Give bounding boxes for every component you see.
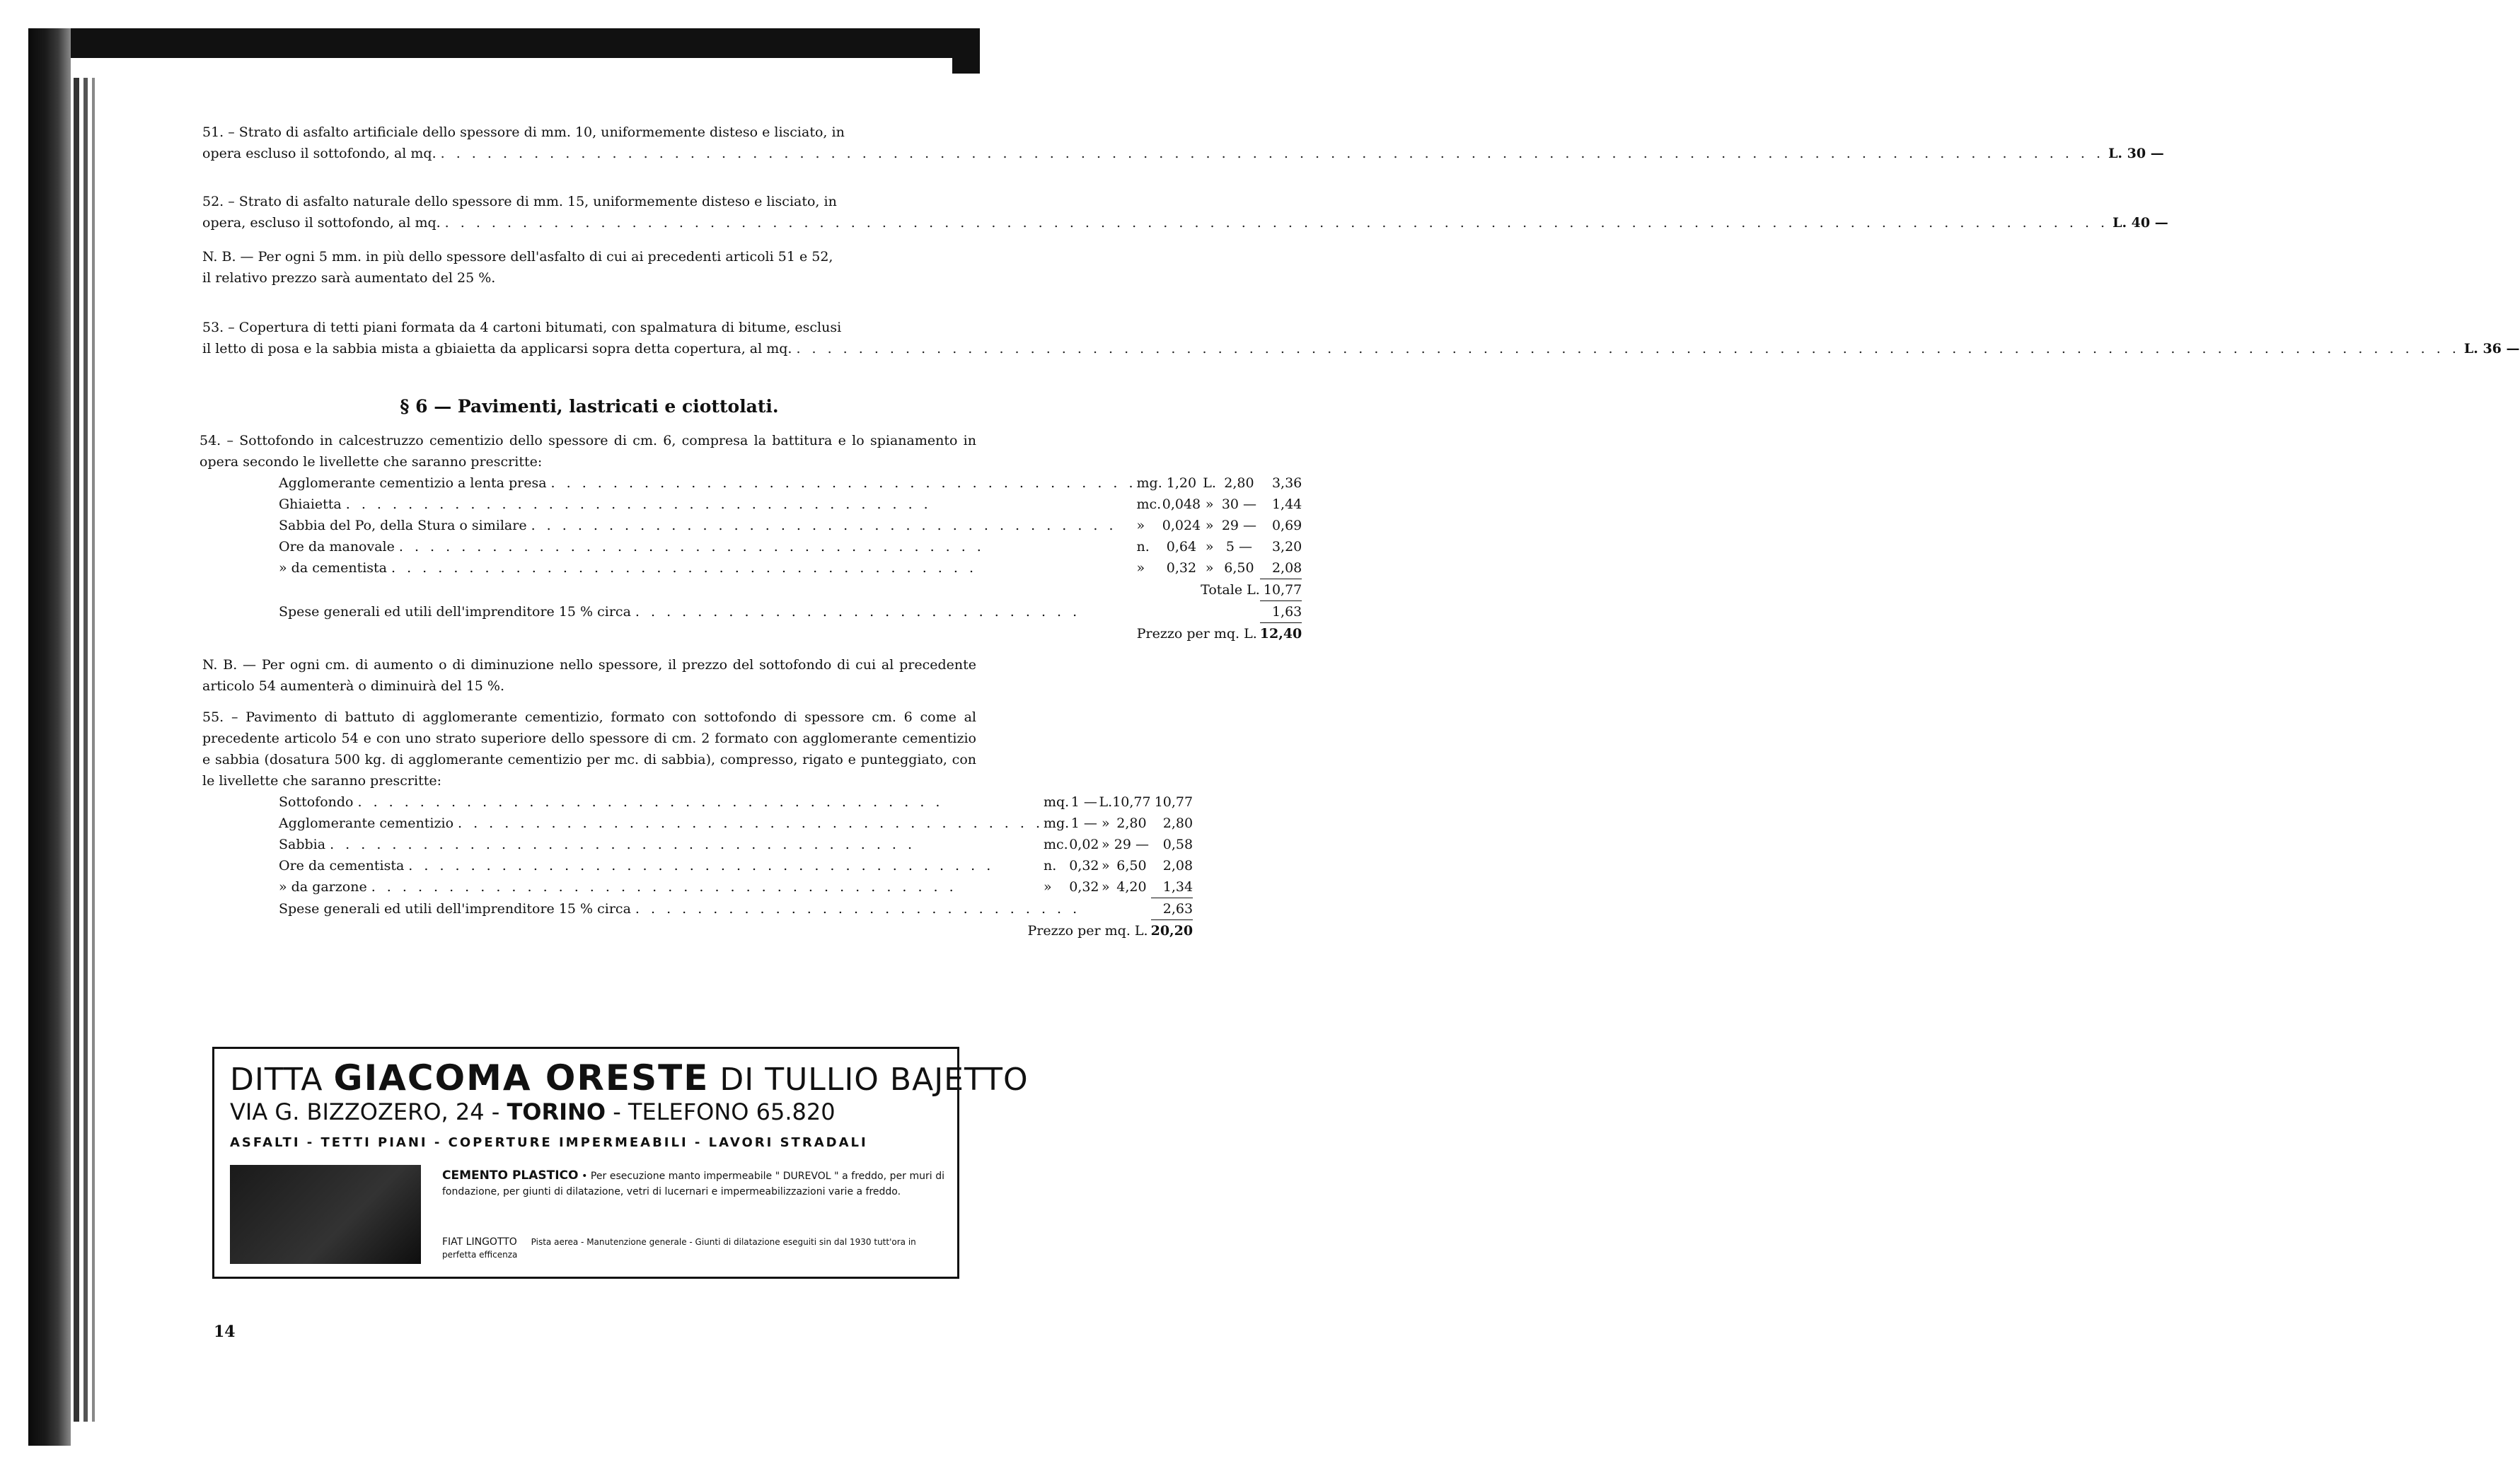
ad-product-text	[442, 1168, 944, 1200]
dot-leader	[408, 855, 1044, 876]
row-unit: n.	[1043, 858, 1057, 874]
dot-leader	[531, 515, 1137, 536]
dot-leader: . . . . . . . . . . . . . . . . . . . . . . . . . . . . .	[635, 901, 1081, 917]
dot-leader	[445, 212, 2108, 233]
page-number: 14	[214, 1323, 236, 1341]
row-amount: 10,77	[1154, 794, 1193, 810]
row-currency: »	[1205, 518, 1214, 533]
article-53	[202, 317, 2520, 359]
row-unit: »	[1136, 560, 1145, 576]
row-amount: 1,34	[1151, 876, 1193, 898]
advertisement-box	[212, 1047, 1029, 1279]
article-price: L. 40 —	[2112, 215, 2168, 231]
ad-photo	[230, 1165, 421, 1264]
article-52	[202, 191, 2168, 233]
ad-owner: DI TULLIO BAJETTO	[719, 1062, 1029, 1098]
article-text: 51. – Strato di asfalto artificiale dello spessore di mm. 10, uniformemente disteso e lisciato, in	[202, 124, 845, 140]
row-qty: 0,32	[1069, 879, 1099, 895]
dot-leader	[371, 876, 1044, 898]
row-price: 6,50	[1116, 858, 1147, 874]
ad-reference-name: FIAT LINGOTTO	[442, 1236, 517, 1248]
row-qty: 0,024	[1162, 518, 1201, 533]
row-desc: » da cementista	[279, 560, 388, 576]
article-51	[202, 122, 2164, 164]
row-unit: mg.	[1043, 816, 1070, 831]
row-qty: 0,048	[1162, 497, 1201, 512]
row-unit: mq.	[1043, 794, 1070, 810]
row-amount: 1,44	[1271, 497, 1302, 512]
row-currency: »	[1205, 560, 1214, 576]
cost-row	[279, 536, 1302, 557]
row-desc: Agglomerante cementizio	[279, 816, 454, 831]
section-title: § 6 — Pavimenti, lastricati e ciottolati.	[400, 396, 779, 417]
row-desc: Sottofondo	[279, 794, 354, 810]
article-text-last: il letto di posa e la sabbia mista a gbiaietta da applicarsi sopra detta copertura, al mq.	[202, 341, 792, 356]
scan-edge-stripe	[83, 78, 88, 1422]
article-text: 52. – Strato di asfalto naturale dello spessore di mm. 15, uniformemente disteso e lisciato, in	[202, 194, 837, 209]
note-text: N. B. — Per ogni cm. di aumento o di diminuzione nello spessore, il prezzo del sottofondo di cui al precedente articolo 54 aumenterà o diminuirà del 15 %.	[202, 657, 976, 694]
cost-row	[279, 813, 1193, 834]
row-price: 30 —	[1221, 497, 1257, 512]
row-currency: »	[1205, 539, 1214, 555]
row-currency: L.	[1203, 475, 1216, 491]
spese-label: Spese generali ed utili dell'imprenditore 15 % circa	[279, 604, 631, 620]
total-label: Totale L.	[1201, 582, 1260, 598]
ad-city: TORINO	[507, 1098, 606, 1125]
dot-leader: . . . . . . . . . . . . . . . . . . . . . . . . . . . . .	[635, 604, 1081, 620]
cost-row	[279, 494, 1302, 515]
ad-product-name: CEMENTO PLASTICO	[442, 1168, 579, 1183]
row-currency: »	[1102, 837, 1110, 852]
cost-row	[279, 515, 1302, 536]
cost-row	[279, 834, 1193, 855]
row-desc: Agglomerante cementizio a lenta presa	[279, 475, 547, 491]
row-currency: »	[1102, 879, 1110, 895]
cost-row	[279, 472, 1302, 494]
row-currency: »	[1205, 497, 1214, 512]
ad-ditta: DITTA	[230, 1062, 323, 1098]
cost-row	[279, 557, 1302, 579]
dot-leader	[330, 834, 1044, 855]
row-amount: 2,08	[1162, 858, 1193, 874]
prezzo-label: Prezzo per mq. L.	[1027, 922, 1148, 939]
scan-top-border	[28, 28, 980, 58]
row-currency: »	[1102, 816, 1110, 831]
ad-services: ASFALTI - TETTI PIANI - COPERTURE IMPERMEABILI - LAVORI STRADALI	[230, 1135, 868, 1150]
article-text-last: opera escluso il sottofondo, al mq.	[202, 146, 437, 161]
note-nb-2	[202, 654, 976, 697]
ad-company-line	[230, 1057, 1029, 1098]
note-text-last: il relativo prezzo sarà aumentato del 25 %.	[202, 270, 496, 286]
row-qty: 0,64	[1166, 539, 1197, 555]
dot-leader	[458, 813, 1044, 834]
row-price: 2,80	[1116, 816, 1147, 831]
spese-amount: 1,63	[1260, 601, 1302, 623]
dot-leader	[796, 338, 2459, 359]
scan-edge-stripe	[92, 78, 95, 1422]
cost-row	[279, 791, 1193, 813]
prezzo-amount: 12,40	[1259, 626, 1302, 642]
ad-company-name: GIACOMA ORESTE	[333, 1057, 710, 1098]
ad-address-line	[230, 1098, 836, 1125]
row-desc: Ghiaietta	[279, 497, 342, 512]
row-unit: mc.	[1136, 497, 1162, 512]
dot-leader	[357, 791, 1044, 813]
row-currency: L.	[1099, 794, 1113, 810]
row-qty: 1 —	[1070, 816, 1097, 831]
row-desc: » da garzone	[279, 879, 367, 895]
article-55	[202, 707, 1193, 941]
row-price: 5 —	[1225, 539, 1253, 555]
row-unit: mg.	[1136, 475, 1162, 491]
note-nb-1	[202, 246, 976, 289]
row-amount: 0,69	[1271, 518, 1302, 533]
row-qty: 0,02	[1069, 837, 1099, 852]
spese-label: Spese generali ed utili dell'imprenditore 15 % circa	[279, 901, 631, 917]
row-qty: 0,32	[1069, 858, 1099, 874]
row-desc: Ore da manovale	[279, 539, 395, 555]
article-text: 53. – Copertura di tetti piani formata da 4 cartoni bitumati, con spalmatura di bitume, esclusi	[202, 320, 842, 335]
cost-row	[279, 855, 1193, 876]
row-price: 6,50	[1224, 560, 1254, 576]
row-price: 29 —	[1221, 518, 1257, 533]
dot-leader	[441, 143, 2104, 164]
row-price: 2,80	[1224, 475, 1254, 491]
row-unit: n.	[1136, 539, 1150, 555]
article-text: 55. – Pavimento di battuto di agglomerante cementizio, formato con sottofondo di spessore cm. 6 come al precedente articolo 54 e con uno strato superiore dello spessore di cm. 2 formato con agglomerante cementizio e sabbia (dosatura 500 kg. di agglomerante cementizio per mc. di sabbia), compresso, rigato e punteggiato, con le livellette che saranno prescritte:	[202, 709, 976, 789]
scan-top-border-notch	[952, 58, 980, 74]
row-unit: »	[1043, 879, 1052, 895]
total-amount: 10,77	[1260, 579, 1302, 601]
prezzo-amount: 20,20	[1150, 923, 1193, 939]
scan-edge-stripe	[74, 78, 79, 1422]
dot-leader	[346, 494, 1137, 515]
ad-reference	[442, 1236, 944, 1261]
row-unit: »	[1136, 518, 1145, 533]
row-qty: 1 —	[1070, 794, 1097, 810]
note-text: N. B. — Per ogni 5 mm. in più dello spessore dell'asfalto di cui ai precedenti articoli 51 e 52,	[202, 249, 833, 265]
row-price: 10,77	[1112, 794, 1151, 810]
page-body	[200, 122, 2520, 941]
ad-address: VIA G. BIZZOZERO, 24 -	[230, 1098, 500, 1125]
row-price: 4,20	[1116, 879, 1147, 895]
article-text: 54. – Sottofondo in calcestruzzo cementizio dello spessore di cm. 6, compresa la battitura e lo spianamento in opera secondo le livellette che saranno prescritte:	[200, 433, 976, 470]
row-price: 29 —	[1114, 837, 1149, 852]
article-text-last: opera, escluso il sottofondo, al mq.	[202, 215, 441, 231]
cost-row	[279, 876, 1193, 898]
dot-leader	[399, 536, 1137, 557]
spese-amount: 2,63	[1151, 898, 1193, 920]
row-qty: 0,32	[1166, 560, 1197, 576]
row-amount: 3,36	[1271, 475, 1302, 491]
row-desc: Ore da cementista	[279, 858, 405, 874]
row-desc: Sabbia	[279, 837, 326, 852]
row-qty: 1,20	[1166, 475, 1197, 491]
row-amount: 2,08	[1260, 557, 1302, 579]
row-unit: mc.	[1043, 837, 1068, 852]
dot-leader	[391, 557, 1137, 579]
row-desc: Sabbia del Po, della Stura o similare	[279, 518, 527, 533]
article-54	[200, 430, 1302, 644]
row-currency: »	[1102, 858, 1110, 874]
scan-left-border	[28, 28, 71, 1446]
cost-table-55	[279, 791, 1193, 941]
row-amount: 2,80	[1162, 816, 1193, 831]
ad-phone: - TELEFONO 65.820	[613, 1098, 836, 1125]
cost-table-54	[279, 472, 1302, 644]
ad-product-desc: • Per esecuzione manto impermeabile " DUREVOL " a freddo, per muri di fondazione, per giunti di dilatazione, vetri di lucernari e impermeabilizzazioni varie a freddo.	[442, 1171, 945, 1197]
article-price: L. 36 —	[2463, 341, 2520, 356]
article-price: L. 30 —	[2108, 146, 2164, 161]
prezzo-label: Prezzo per mq. L.	[1136, 625, 1257, 642]
dot-leader	[551, 472, 1137, 494]
row-amount: 0,58	[1162, 837, 1193, 852]
ad-reference-text: Pista aerea - Manutenzione generale - Giunti di dilatazione eseguiti sin dal 1930 tutt'ora in perfetta efficenza	[442, 1237, 916, 1260]
row-amount: 3,20	[1271, 539, 1302, 555]
